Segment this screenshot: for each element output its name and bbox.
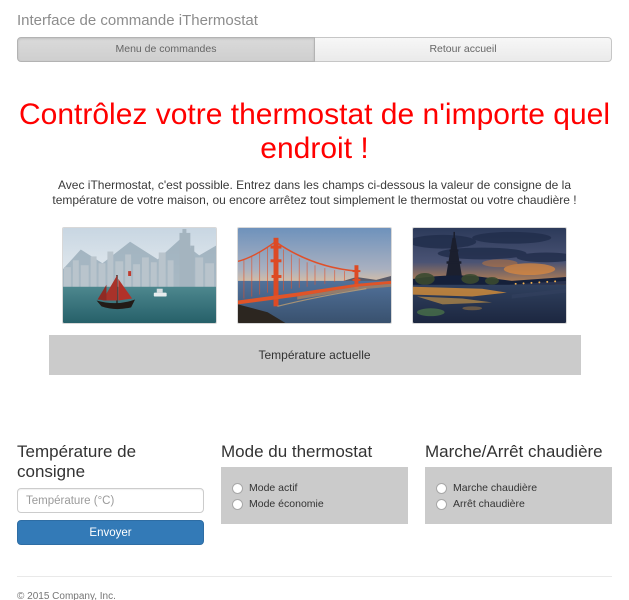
- boiler-on-option[interactable]: [436, 482, 604, 494]
- hong-kong-junk-boat-photo: [62, 227, 217, 324]
- boiler-off-label: Arrêt chaudière: [453, 498, 525, 510]
- boiler-on-radio[interactable]: [436, 483, 447, 494]
- paris-scene-graphic: [413, 228, 566, 323]
- boiler-off-option[interactable]: [436, 498, 604, 510]
- setpoint-temperature-input[interactable]: [17, 488, 204, 513]
- send-button[interactable]: Envoyer: [17, 520, 204, 545]
- mode-economie-option[interactable]: [232, 498, 400, 510]
- boiler-heading: Marche/Arrêt chaudière: [425, 442, 603, 461]
- boiler-on-label: Marche chaudière: [453, 482, 538, 494]
- current-temperature-label: Température actuelle: [258, 348, 371, 362]
- tab-retour-accueil[interactable]: Retour accueil: [315, 37, 612, 62]
- mode-panel: [221, 467, 408, 524]
- mode-actif-option[interactable]: [232, 482, 400, 494]
- tab-menu-commandes[interactable]: Menu de commandes: [17, 37, 315, 62]
- mode-actif-radio[interactable]: [232, 483, 243, 494]
- boiler-column: [425, 442, 612, 545]
- footer-divider: [17, 576, 612, 577]
- mode-column: [221, 442, 408, 545]
- footer-copyright: © 2015 Company, Inc.: [17, 591, 116, 600]
- hero-description: Avec iThermostat, c'est possible. Entrez dans les champs ci-dessous la valeur de consigne de la température de votre maison, ou encore arrêtez tout simplement le thermostat ou votre chaudière !: [52, 178, 577, 207]
- mode-economie-label: Mode économie: [249, 498, 324, 510]
- hero-heading: Contrôlez votre thermostat de n'importe quel endroit !: [18, 98, 611, 165]
- boiler-panel: [425, 467, 612, 524]
- mode-actif-label: Mode actif: [249, 482, 298, 494]
- mode-heading: Mode du thermostat: [221, 442, 373, 461]
- tab-bar: [17, 37, 612, 62]
- mode-economie-radio[interactable]: [232, 499, 243, 510]
- photo-row: [49, 227, 581, 324]
- page-title: Interface de commande iThermostat: [17, 12, 258, 29]
- page-container: [17, 0, 612, 600]
- controls-section: [17, 442, 612, 545]
- boiler-off-radio[interactable]: [436, 499, 447, 510]
- current-temperature-bar: [49, 335, 581, 375]
- setpoint-column: [17, 442, 204, 545]
- golden-gate-bridge-photo: [237, 227, 392, 324]
- hong-kong-scene-graphic: [63, 228, 216, 323]
- paris-eiffel-night-photo: [412, 227, 567, 324]
- setpoint-heading: Température de consigne: [17, 442, 137, 481]
- golden-gate-scene-graphic: [238, 228, 391, 323]
